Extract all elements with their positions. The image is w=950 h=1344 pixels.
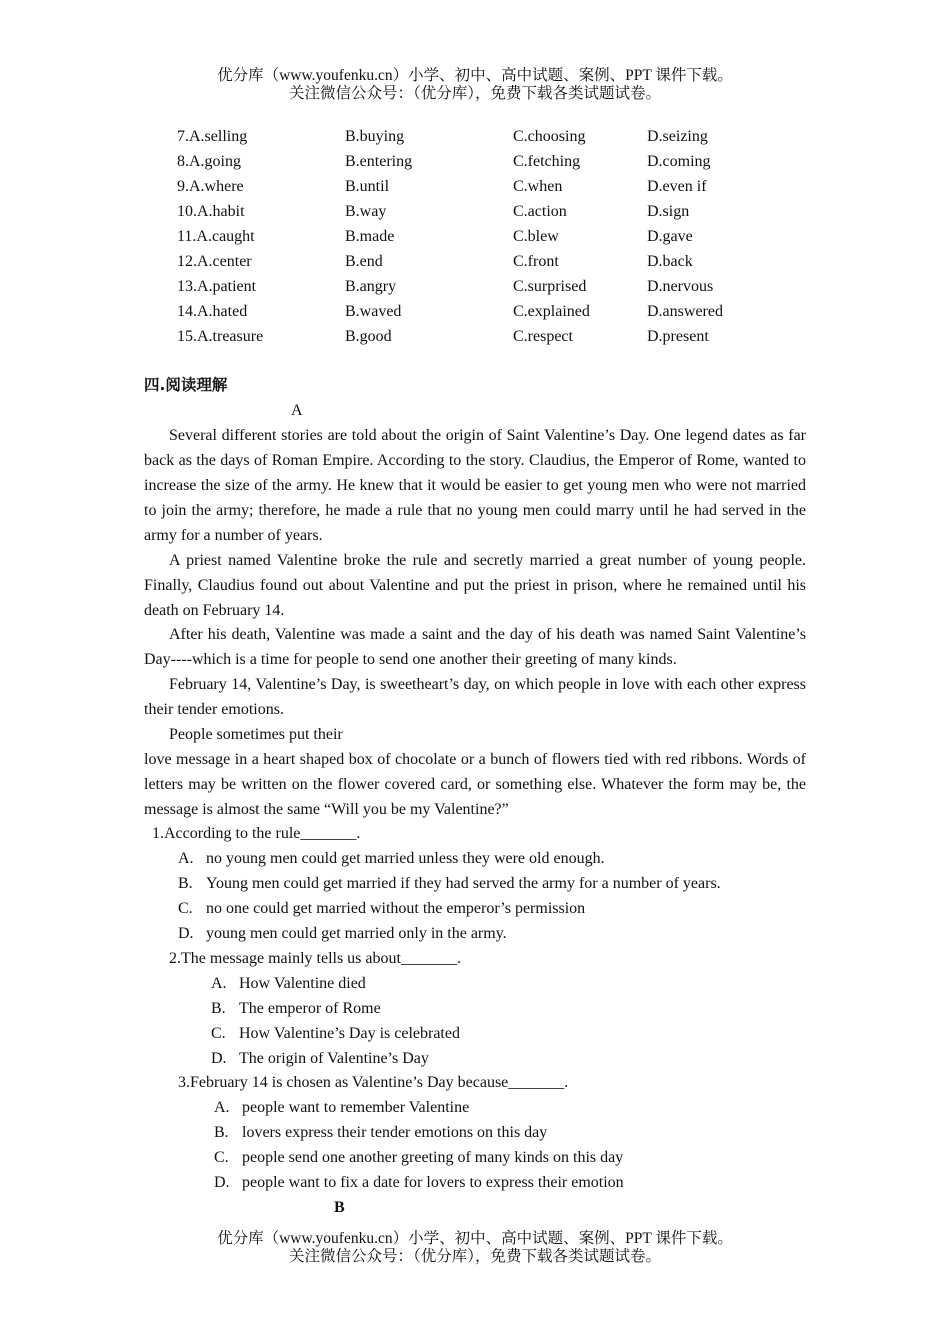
option-d: D.sign (647, 203, 690, 220)
question-1-choice-d (178, 921, 507, 946)
choice-text: Young men could get married if they had served the army for a number of years. (206, 875, 721, 892)
choice-letter: B. (211, 1000, 226, 1017)
option-row (0, 299, 950, 324)
question-3-choice-b (214, 1120, 547, 1145)
question-3-choice-d (214, 1170, 624, 1195)
option-c: C.blew (513, 228, 559, 245)
question-2-choice-d (211, 1046, 429, 1071)
choice-letter: A. (211, 975, 227, 992)
choice-text: How Valentine’s Day is celebrated (239, 1025, 460, 1042)
option-d: D.present (647, 328, 709, 345)
choice-letter: B. (178, 875, 193, 892)
option-c: C.surprised (513, 278, 587, 295)
option-b: B.end (345, 253, 383, 270)
question-2-choice-a (211, 971, 366, 996)
option-c: C.explained (513, 303, 590, 320)
option-b: B.angry (345, 278, 397, 295)
section-title: 四.阅读理解 (144, 376, 228, 394)
option-row (0, 149, 950, 174)
paragraph-text: February 14, Valentine’s Day, is sweetheart’s day, on which people in love with each other express their tender emotions. (144, 676, 806, 718)
option-a: 14.A.hated (177, 303, 248, 320)
choice-letter: A. (178, 850, 194, 867)
question-1-choice-a (178, 846, 605, 871)
option-b: B.made (345, 228, 395, 245)
option-d: D.coming (647, 153, 711, 170)
question-3-choice-c (214, 1145, 623, 1170)
question-3-stem: 3.February 14 is chosen as Valentine’s Day because_______. (178, 1074, 569, 1091)
option-row (0, 249, 950, 274)
choice-text: no one could get married without the emperor’s permission (206, 900, 586, 917)
option-a: 10.A.habit (177, 203, 245, 220)
passage-paragraph-3 (144, 622, 806, 672)
choice-letter: D. (178, 925, 194, 942)
choice-letter: C. (178, 900, 193, 917)
option-b: B.entering (345, 153, 413, 170)
passage-paragraph-1 (144, 423, 806, 548)
header-line-2: 关注微信公众号：（优分库），免费下载各类试题试卷。 (288, 85, 661, 102)
option-c: C.respect (513, 328, 573, 345)
option-a: 9.A.where (177, 178, 244, 195)
choice-text: people send one another greeting of many kinds on this day (242, 1149, 624, 1166)
option-d: D.back (647, 253, 693, 270)
option-b: B.way (345, 203, 387, 220)
choice-letter: D. (214, 1174, 230, 1191)
question-2-stem: 2.The message mainly tells us about_______. (169, 950, 461, 967)
choice-text: people want to fix a date for lovers to express their emotion (242, 1174, 624, 1191)
option-row (0, 174, 950, 199)
question-1-stem: 1.According to the rule_______. (152, 825, 361, 842)
question-1-choice-b (178, 871, 721, 896)
option-a: 8.A.going (177, 153, 241, 170)
choice-letter: C. (211, 1025, 226, 1042)
option-c: C.front (513, 253, 559, 270)
choice-text: young men could get married only in the army. (206, 925, 507, 942)
option-a: 11.A.caught (177, 228, 255, 245)
choice-letter: D. (211, 1050, 227, 1067)
choice-text: lovers express their tender emotions on this day (242, 1124, 548, 1141)
passage-paragraph-5: love message in a heart shaped box of chocolate or a bunch of flowers tied with red ribbons. Words of letters may be written on the flower covered card, or something else. Whatever the form may be, the message is almost the same “Will you be my Valentine?” (144, 751, 806, 818)
passage-paragraph-2 (144, 548, 806, 623)
paragraph-text: Several different stories are told about the origin of Saint Valentine’s Day. One legend dates as far back as the days of Roman Empire. According to the story. Claudius, the Emperor of Rome, wanted to increase the size of the army. He knew that it would be easier to get young men who were not married to join the army; therefore, he made a rule that no young men could marry until he had served in the army for a number of years. (144, 427, 806, 544)
option-d: D.answered (647, 303, 723, 320)
page-header (0, 67, 950, 103)
option-row (0, 124, 950, 149)
choice-text: no young men could get married unless they were old enough. (206, 850, 605, 867)
question-3-choice-a (214, 1095, 469, 1120)
passage-paragraph-5-start: People sometimes put their (169, 726, 343, 743)
option-d: D.even if (647, 178, 707, 195)
passage-paragraph-4 (144, 672, 806, 722)
option-b: B.buying (345, 128, 405, 145)
option-c: C.fetching (513, 153, 581, 170)
option-row (0, 274, 950, 299)
choice-letter: A. (214, 1099, 230, 1116)
choice-text: How Valentine died (239, 975, 366, 992)
option-a: 13.A.patient (177, 278, 257, 295)
option-b: B.good (345, 328, 392, 345)
footer-line-1: 优分库（www.youfenku.cn）小学、初中、高中试题、案例、PPT 课件下载。 (217, 1230, 733, 1247)
choice-text: The emperor of Rome (239, 1000, 381, 1017)
choice-text: people want to remember Valentine (242, 1099, 470, 1116)
question-1-choice-c (178, 896, 585, 921)
question-2-choice-b (211, 996, 381, 1021)
option-row (0, 224, 950, 249)
option-row (0, 199, 950, 224)
option-b: B.until (345, 178, 390, 195)
choice-letter: C. (214, 1149, 229, 1166)
passage-b-label: B (334, 1199, 345, 1216)
option-d: D.nervous (647, 278, 714, 295)
option-a: 15.A.treasure (177, 328, 264, 345)
choice-text: The origin of Valentine’s Day (239, 1050, 429, 1067)
question-2-choice-c (211, 1021, 460, 1046)
option-a: 7.A.selling (177, 128, 248, 145)
option-c: C.choosing (513, 128, 586, 145)
paragraph-text: A priest named Valentine broke the rule and secretly married a great number of young people. Finally, Claudius found out about Valentine and put the priest in prison, where he remained until his death on February 14. (144, 552, 806, 619)
option-c: C.action (513, 203, 567, 220)
option-d: D.gave (647, 228, 693, 245)
passage-a-label: A (291, 402, 303, 419)
option-b: B.waved (345, 303, 402, 320)
paragraph-text: After his death, Valentine was made a saint and the day of his death was named Saint Valentine’s Day----which is a time for people to send one another their greeting of many kinds. (144, 626, 806, 668)
footer-line-2: 关注微信公众号：（优分库），免费下载各类试题试卷。 (288, 1248, 661, 1265)
option-d: D.seizing (647, 128, 708, 145)
option-a: 12.A.center (177, 253, 252, 270)
option-row (0, 324, 950, 349)
header-line-1: 优分库（www.youfenku.cn）小学、初中、高中试题、案例、PPT 课件下载。 (217, 67, 733, 84)
choice-letter: B. (214, 1124, 229, 1141)
option-c: C.when (513, 178, 563, 195)
page-footer (0, 1230, 950, 1266)
